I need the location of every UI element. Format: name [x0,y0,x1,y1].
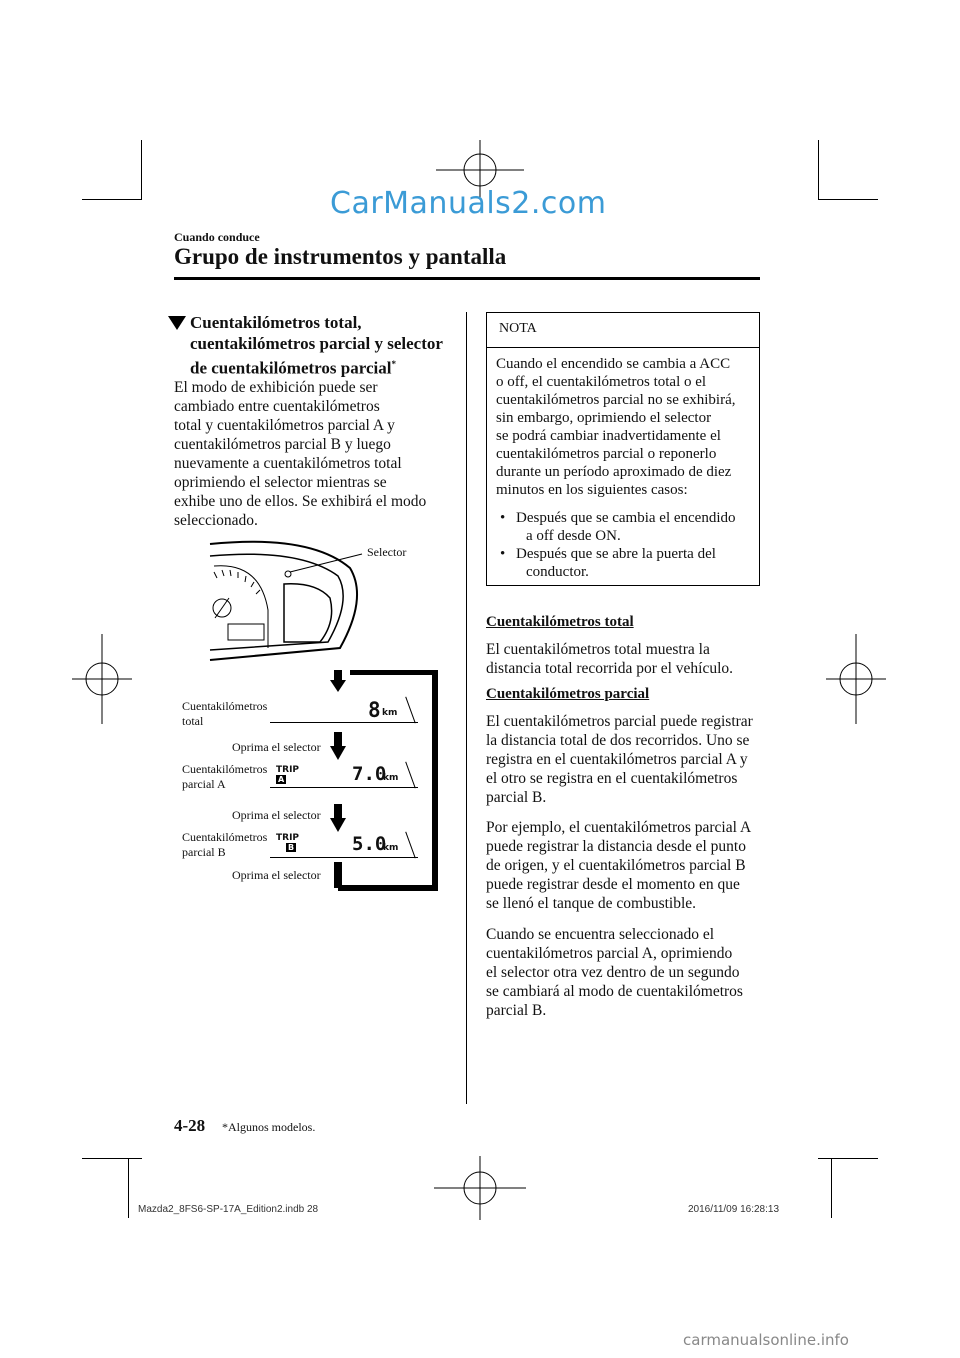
note-line: cuentakilómetros parcial o reponerlo [496,446,717,462]
para-line: cuentakilómetros parcial A, oprimiendo [486,945,733,962]
note-title: NOTA [499,321,537,336]
heading-odometer-partial: Cuentakilómetros parcial [486,686,650,702]
intro-paragraph [174,378,459,530]
row-divider [270,722,418,723]
note-line: durante un período aproximado de diez [496,464,732,480]
heading-asterisk: * [391,359,396,369]
triangle-bullet-icon [168,316,186,330]
para-line: puede registrar desde el momento en que [486,876,740,893]
para-line: se cambiará al modo de cuentakilómetros [486,983,743,1000]
para-line: puede registrar la distancia desde el punto [486,838,746,855]
para-line: registra en el cuentakilómetros parcial A y [486,751,748,768]
bullet-line: conductor. [526,564,589,580]
reading-trip-b: 5.0 [352,833,387,855]
para-line: el otro se registra en el cuentakilómetros [486,770,738,787]
heading-odometer-total: Cuentakilómetros total [486,614,634,630]
file-imprint: Mazda2_8FS6-SP-17A_Edition2.indb 28 [138,1204,319,1215]
note-line: minutos en los siguientes casos: [496,482,688,498]
note-line: se podrá cambiar inadvertidamente el [496,428,721,444]
note-bullet [496,545,758,581]
unit-km: km [383,773,399,783]
site-watermark[interactable]: carmanualsonline.info [683,1331,849,1349]
heading-line-3 [168,354,458,379]
total-paragraph [486,640,766,678]
para-line: El cuentakilómetros total muestra la [486,641,710,658]
reading-total: 8 [368,698,381,722]
intro-line: cuentakilómetros parcial B y luego [174,436,391,453]
para-line: distancia total recorrida por el vehículo. [486,660,734,677]
column-divider [466,312,467,1104]
note-line: sin embargo, oprimiendo el selector [496,410,712,426]
trip-letter: B [288,843,295,852]
para-line: la distancia total de dos recorridos. Uno se [486,732,750,749]
press-selector-label: Oprima el selector [232,740,321,754]
footnote: *Algunos modelos. [222,1120,316,1134]
trip-word: TRIP [276,765,300,775]
para-line: El cuentakilómetros parcial puede registrar [486,713,753,730]
intro-line: seleccionado. [174,512,258,529]
para-line: se llenó el tanque de combustible. [486,895,697,912]
note-header [487,313,759,348]
intro-line: total y cuentakilómetros parcial A y [174,417,395,434]
note-line: Cuando el encendido se cambia a ACC [496,356,731,372]
page-number: 4-28 [174,1116,206,1135]
label-line: parcial B [182,845,226,859]
para-line: parcial B. [486,1002,547,1019]
section-label: Cuando conduce [174,230,260,244]
heading-line-3-text: de cuentakilómetros parcial [190,358,392,378]
para-line: Cuando se encuentra seleccionado el [486,926,715,943]
bullet-dot-icon: • [500,546,506,562]
intro-line: exhibe uno de ellos. Se exhibirá el modo [174,493,427,510]
para-line: Por ejemplo, el cuentakilómetros parcial A [486,819,752,836]
label-line: parcial A [182,777,226,791]
note-bullet [496,509,758,545]
trip-b-icon [276,834,299,853]
trip-word: TRIP [276,833,300,843]
para-line: de origen, y el cuentakilómetros parcial B [486,857,746,874]
registration-target-bottom [434,1156,526,1220]
subsection-heading [168,312,458,379]
partial-paragraph-1 [486,712,766,807]
note-line: o off, el cuentakilómetros total o el [496,374,707,390]
intro-line: oprimiendo el selector mientras se [174,474,387,491]
note-box [486,312,760,586]
intro-line: cambiado entre cuentakilómetros [174,398,380,415]
row-divider [270,787,418,788]
bullet-line: Después que se abre la puerta del [516,546,716,562]
heading-line-2: cuentakilómetros parcial y selector [190,334,443,353]
registration-target-left [72,634,132,724]
registration-target-right [826,634,886,724]
trip-letter: A [278,775,285,784]
note-body [496,355,758,581]
date-imprint: 2016/11/09 16:28:13 [688,1204,780,1215]
press-selector-label: Oprima el selector [232,868,321,882]
selector-callout: Selector [367,545,407,559]
row-divider [270,857,418,858]
bullet-line: Después que se cambia el encendido [516,510,736,526]
label-odometer-total [182,699,267,729]
note-line: cuentakilómetros parcial no se exhibirá, [496,392,736,408]
heading-line-1: Cuentakilómetros total, [190,313,362,332]
label-line: Cuentakilómetros [182,699,268,713]
label-trip-a [182,762,267,792]
para-line: parcial B. [486,789,547,806]
page-title: Grupo de instrumentos y pantalla [174,244,507,269]
partial-paragraph-3 [486,925,766,1020]
label-line: Cuentakilómetros [182,830,268,844]
intro-line: El modo de exhibición puede ser [174,379,378,396]
press-selector-label: Oprima el selector [232,808,321,822]
header-rule [174,277,760,280]
partial-paragraph-2 [486,818,766,913]
bullet-dot-icon: • [500,510,506,526]
label-line: total [182,714,204,728]
label-line: Cuentakilómetros [182,762,268,776]
reading-trip-a: 7.0 [352,763,387,785]
unit-km: km [383,843,399,853]
bullet-line: a off desde ON. [526,528,621,544]
unit-km: km [382,708,398,718]
intro-line: nuevamente a cuentakilómetros total [174,455,402,472]
para-line: el selector otra vez dentro de un segundo [486,964,740,981]
instrument-cluster-illustration [200,538,370,666]
label-trip-b [182,830,267,860]
down-arrow-icon [330,670,346,692]
watermark[interactable]: CarManuals2.com [330,186,607,221]
trip-a-icon [276,766,299,785]
